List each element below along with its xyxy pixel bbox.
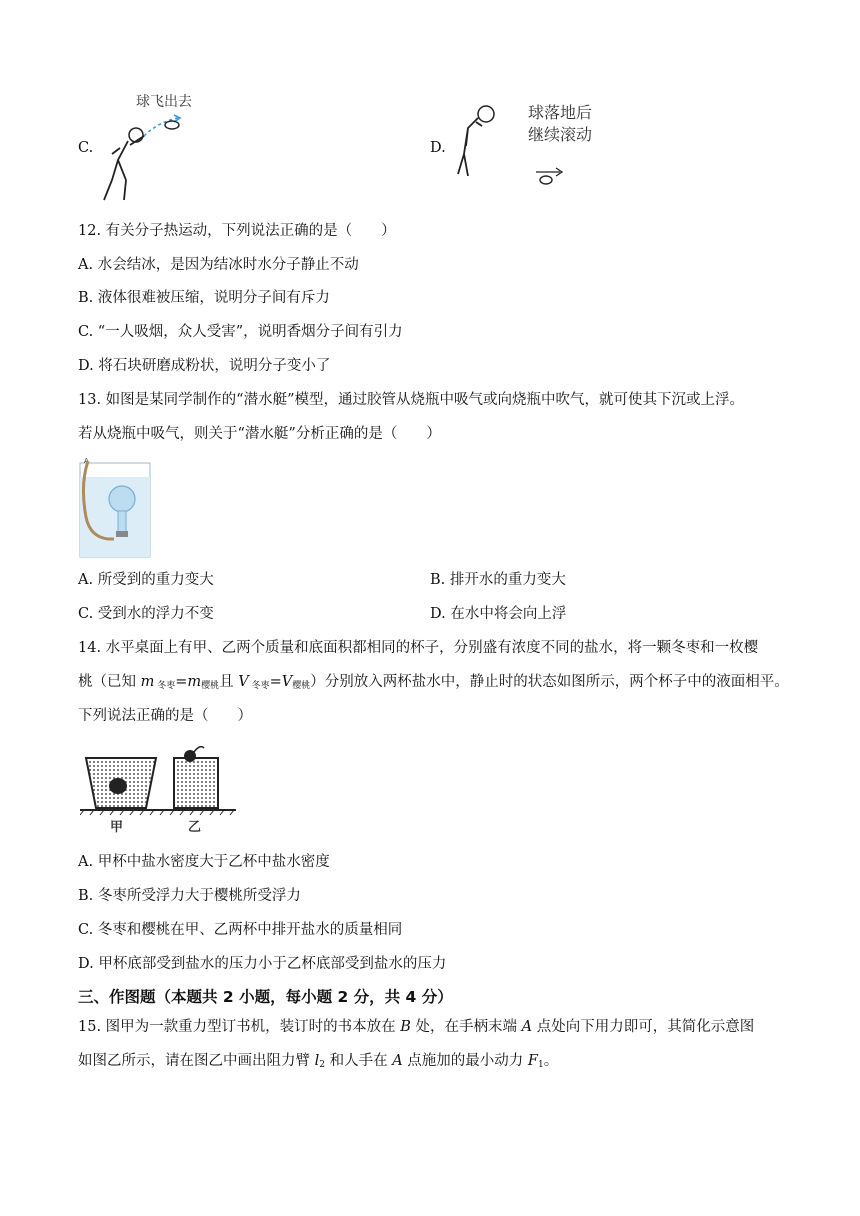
q15-line2: 如图乙所示，请在图乙中画出阻力臂 $l_2$ 和人手在 A 点施加的最小动力 $F_1$。 [78,1053,559,1070]
q14-option-b: B. 冬枣所受浮力大于樱桃所受浮力 [78,888,301,904]
ball-flies-caption: 球飞出去 [136,94,192,110]
flask-bulb [109,486,135,512]
cup-yi [174,758,218,808]
winter-jujube [109,778,127,794]
q12-option-c: C. “一人吸烟，众人受害”，说明香烟分子间有引力 [78,324,403,340]
ball-rolls-caption-1: 球落地后 [528,103,593,122]
q14-option-d: D. 甲杯底部受到盐水的压力小于乙杯底部受到盐水的压力 [78,956,447,972]
q14-option-c: C. 冬枣和樱桃在甲、乙两杯中排开盐水的质量相同 [78,922,403,938]
person-head [129,128,143,142]
flask-neck [118,511,126,533]
person-head [478,106,494,122]
q14-stem-line2: 桃（已知 m $_{冬枣}=m_{樱桃}$且 V $_{冬枣}=V_{樱桃}$）分别放入两杯盐水中，静止时的状态如图所示，两个杯子中的液面相平。 [78,674,789,691]
person-figure [458,118,482,176]
option-c-label: C. [78,140,94,156]
throw-ball-figure [96,88,226,206]
q13-option-b: B. 排开水的重力变大 [430,572,566,588]
q13-option-a: A. 所受到的重力变大 [78,572,214,588]
ball-icon [540,176,552,184]
q12-option-d: D. 将石块研磨成粉状，说明分子变小了 [78,358,331,374]
cup-yi-label: 乙 [188,820,202,834]
submarine-model-figure [78,455,154,559]
section-3-heading: 三、作图题（本题共 2 小题，每小题 2 分，共 4 分） [78,988,453,1006]
q12-option-a: A. 水会结冰，是因为结冰时水分子静止不动 [78,257,359,273]
q14-option-a: A. 甲杯中盐水密度大于乙杯中盐水密度 [78,854,330,870]
q12-option-b: B. 液体很难被压缩，说明分子间有斥力 [78,290,330,306]
cup-jia-label: 甲 [110,820,124,834]
q15-line1: 15. 图甲为一款重力型订书机，装订时的书本放在 B 处，在手柄末端 A 点处向下用力即可，其简化示意图 [78,1019,755,1035]
q12-stem: 12. 有关分子热运动，下列说法正确的是（ ） [78,223,396,239]
q13-stem-line1: 13. 如图是某同学制作的“潜水艇”模型，通过胶管从烧瓶中吸气或向烧瓶中吹气，就可使其下沉或上浮。 [78,392,744,408]
q13-option-c: C. 受到水的浮力不变 [78,606,214,622]
person-figure [104,136,144,200]
ball-rolling-figure [452,96,612,196]
q13-stem-line2: 若从烧瓶中吸气，则关于“潜水艇”分析正确的是（ ） [78,426,441,442]
ball-icon [165,121,179,129]
ball-rolls-caption-2: 继续滚动 [528,125,593,144]
option-d-label: D. [430,140,446,156]
q13-option-d: D. 在水中将会向上浮 [430,606,567,622]
q14-stem-line1: 14. 水平桌面上有甲、乙两个质量和底面积都相同的杯子，分别盛有浓度不同的盐水，将一颗冬枣和一枚樱 [78,640,759,656]
q14-stem-line3: 下列说法正确的是（ ） [78,708,252,724]
tube-label-a: A [84,457,89,465]
two-cups-figure [80,744,236,834]
